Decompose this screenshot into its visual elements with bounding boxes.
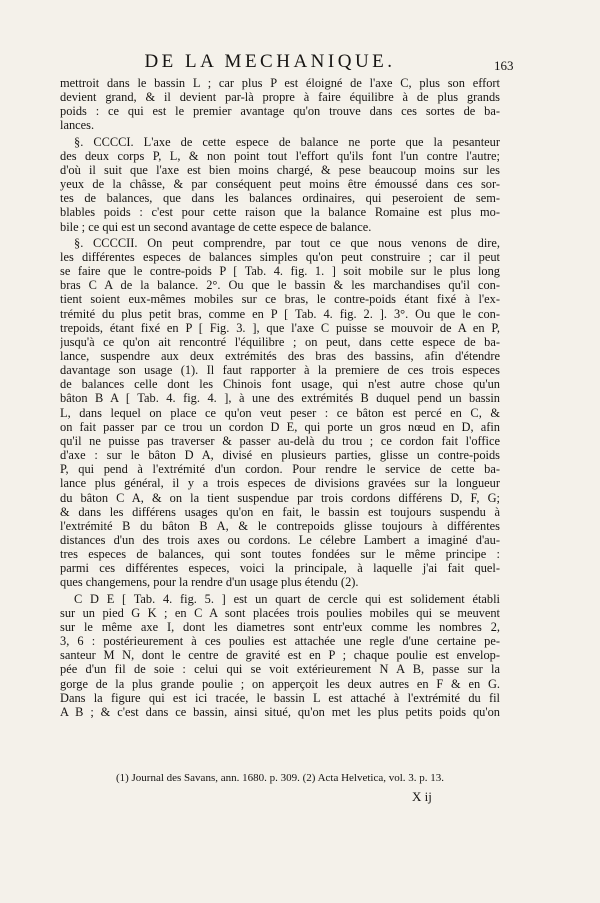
text-line: lance, suspendre aux deux extrémités des bras des bassins, afin d'étendre	[60, 348, 500, 363]
paragraph-section-401	[60, 135, 500, 234]
text-line: bâton B A [ Tab. 4. fig. 4. ], à une des extrémités B duquel pend un bassin	[60, 391, 500, 406]
text-line: §. CCCCI. L'axe de cette espece de balance ne porte que la pesanteur	[74, 134, 500, 149]
running-head: DE LA MECHANIQUE.	[144, 51, 396, 72]
text-line: C D E [ Tab. 4. fig. 5. ] est un quart de cercle qui est solidement établi	[74, 591, 500, 606]
body-text	[60, 76, 500, 719]
text-line: d'où il suit que l'axe est bien moins chargé, & pese beaucoup moins sur les	[60, 162, 500, 177]
text-line: & dans les différens usages qu'on en fait, le bassin est toujours suspendu à	[60, 504, 500, 519]
text-line: §. CCCCII. On peut comprendre, par tout ce que nous venons de dire,	[74, 235, 500, 250]
page-number: 163	[494, 58, 514, 73]
text-line: gorge de la plus grande poulie ; on apperçoit les deux autres en F & en G.	[60, 676, 500, 691]
text-line: blables poids : c'est pour cette raison que la balance Romaine est plus mo-	[60, 205, 500, 220]
text-line: mettroit dans le bassin L ; car plus P est éloigné de l'axe C, plus son effort	[60, 76, 500, 90]
text-line: ques changemens, pour la rendre d'un usage plus étendu (2).	[60, 575, 359, 590]
text-line: tres especes de balances, qui sont toutes fondées sur le même principe :	[60, 547, 500, 562]
text-line: des deux corps P, L, & non point tout l'effort qu'ils font l'un contre l'autre;	[60, 148, 500, 163]
footnotes: (1) Journal des Savans, ann. 1680. p. 309. (2) Acta Helvetica, vol. 3. p. 13.	[115, 772, 445, 784]
text-line: bile ; ce qui est un second avantage de cette espece de balance.	[60, 219, 372, 234]
text-line: distances d'un des trois axes ou cordons. Le célebre Lambert a imaginé d'au-	[60, 533, 500, 547]
text-line: sur le même axe I, dont les diametres sont entr'eux comme les nombres 2,	[60, 619, 500, 634]
text-line: parmi ces différentes especes, voici la principale, à laquelle j'ai fait quel-	[60, 561, 500, 576]
text-line: du bâton C A, & on la tient suspendue par trois cordons différens D, F, G;	[60, 490, 500, 505]
text-line: P, qui pend à l'extrémité d'un cordon. Pour rendre le service de cette ba-	[60, 462, 500, 477]
text-line: on fait passer par ce trou un cordon D E, qui porte un gros nœud en D, afin	[60, 419, 500, 434]
text-line: trepoids, étant fixé en P [ Fig. 3. ], que l'axe C puisse se mouvoir de A en P,	[60, 320, 500, 335]
text-line: sur un pied G K ; en C A sont placées trois poulies mobiles qui se meuvent	[60, 605, 500, 620]
text-line: lances.	[60, 118, 95, 133]
text-line: A B ; & c'est dans ce bassin, ainsi situé, qu'on met les plus petits poids qu'on	[60, 704, 500, 719]
text-line: pée d'un fil de soie : celui qui se voit extérieurement N A B, passe sur la	[60, 662, 500, 677]
text-line: d'axe : sur le bâton D A, divisé en plusieurs parties, glisse un contre-poids	[60, 448, 500, 463]
text-line: bras C A de la balance. 2°. Ou que le bassin & les marchandises qu'il con-	[60, 278, 500, 293]
paragraph-continuation	[60, 76, 500, 133]
text-line: devient grand, & il devient par-là propre à faire équilibre à de plus grands	[60, 90, 500, 105]
text-line: tes de balances, que dans les balances ordinaires, qui peseroient de sem-	[60, 191, 500, 206]
text-line: trémité du plus petit bras, comme en P [ Tab. 4. fig. 2. ]. 3°. Ou que le con-	[60, 306, 500, 321]
text-line: les différentes especes de balances simples qu'on peut construire ; car il peut	[60, 249, 500, 264]
text-line: se faire que le contre-poids P [ Tab. 4. fig. 1. ] soit mobile sur le plus long	[60, 264, 500, 279]
text-line: jusqu'à ce qu'on ait rencontré l'équilibre ; on peut, dans cette espece de ba-	[60, 334, 500, 349]
text-line: Dans la figure qui est ici tracée, le bassin L est attaché à l'extrémité du fil	[60, 690, 500, 705]
text-line: yeux de la châsse, & par conséquent peut moins être émoussé dans ces sor-	[60, 177, 500, 192]
text-line: lance plus général, il y a trois especes de divisions gravées sur la longueur	[60, 476, 500, 491]
text-line: 3, 6 : postérieurement à ces poulies est attachée une regle d'une certaine pe-	[60, 634, 500, 649]
text-line: de balances celle dont les Chinois font usage, qui n'est autre chose qu'un	[60, 377, 500, 392]
text-line: santeur M N, dont le centre de gravité est en P ; chaque poulie est envelop-	[60, 648, 500, 663]
text-line: tient soient eux-mêmes mobiles sur ce bras, le contre-poids étant fixé à l'ex-	[60, 292, 500, 307]
signature-mark: X ij	[412, 789, 432, 804]
text-line: davantage son usage (1). Il faut rapporter à la premiere de ces trois especes	[60, 363, 500, 378]
text-line: poids : ce qui est le premier avantage qu'on trouve dans ces sortes de ba-	[60, 104, 500, 119]
paragraph-section-402	[60, 236, 500, 590]
text-line: L, dans lequel on place ce qu'on veut peser : ce bâton est percé en C, &	[60, 405, 500, 420]
text-line: l'extrémité B du bâton B A, & le contrepoids glisse toujours à différentes	[60, 518, 500, 533]
text-line: qu'il ne puisse pas traverser & passer au-delà du trou ; ce cordon fait l'office	[60, 433, 500, 448]
paragraph-quadrant	[60, 592, 500, 719]
